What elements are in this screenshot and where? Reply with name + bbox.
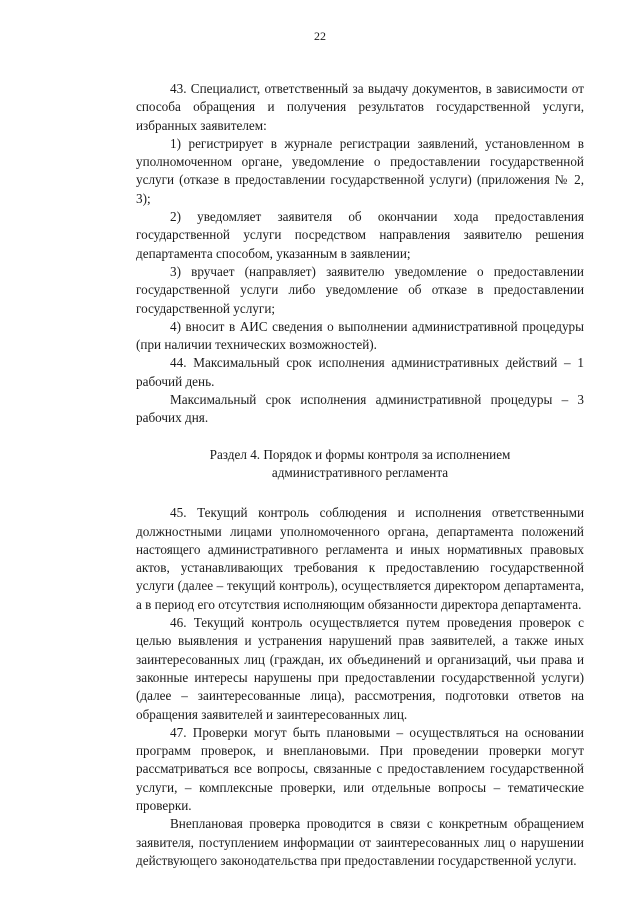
list-item-3: 3) вручает (направляет) заявителю уведомление о предоставлении государственной услуги либо уведомление об отказе в предоставлении государственной услуги;: [136, 263, 584, 316]
paragraph-max-term: Максимальный срок исполнения административной процедуры – 3 рабочих дня.: [136, 392, 584, 426]
paragraph-46: 46. Текущий контроль осуществляется путем проведения проверок с целью выявления и устранения нарушений прав заявителей, а также иных заинтересованных лиц (граждан, их объединений и организаций, чьи права и законные интересы нарушены при предоставлении государственной услуги) (далее – заинтересованные лица), рассмотрения, подготовки ответов на обращения заявителей и заинтересованных лиц.: [136, 615, 584, 722]
section-heading: [136, 446, 584, 483]
list-item-1: 1) регистрирует в журнале регистрации заявлений, установленном в уполномоченном органе, уведомление о предоставлении государственной услуги (отказе в предоставлении государственной услуги) (приложения № 2, 3);: [136, 135, 584, 206]
page-number: 22: [314, 29, 326, 43]
section-heading-line-1: Раздел 4. Порядок и формы контроля за исполнением: [209, 446, 511, 462]
page-content: [136, 80, 584, 870]
list-item-4: 4) вносит в АИС сведения о выполнении административной процедуры (при наличии технических возможностей).: [136, 318, 584, 353]
paragraph-45: 45. Текущий контроль соблюдения и исполнения ответственными должностными лицами уполномоченного органа, департамента положений настоящего административного регламента и иных нормативных правовых актов, устанавливающих требования к предоставлению государственной услуги (далее – текущий контроль), осуществляется директором департамента, а в период его отсутствия исполняющим обязанности директора департамента.: [136, 505, 584, 612]
paragraph-47: 47. Проверки могут быть плановыми – осуществляться на основании программ проверок, и внеплановыми. При проведении проверки могут рассматриваться все вопросы, связанные с предоставлением государственной услуги, – комплексные проверки, или отдельные вопросы – тематические проверки.: [136, 724, 584, 813]
paragraph-44: 44. Максимальный срок исполнения административных действий – 1 рабочий день.: [136, 355, 584, 389]
section-heading-line-2: административного регламента: [271, 464, 449, 480]
list-item-2: 2) уведомляет заявителя об окончании хода предоставления государственной услуги посредством направления заявителю решения департамента способом, указанным в заявлении;: [136, 209, 584, 261]
paragraph-43: 43. Специалист, ответственный за выдачу документов, в зависимости от способа обращения и получения результатов государственной услуги, избранных заявителем:: [136, 81, 584, 133]
paragraph-unscheduled-check: Внеплановая проверка проводится в связи с конкретным обращением заявителя, поступлением информации от заинтересованных лиц о нарушении действующего законодательства при предоставлении государственной услуги.: [136, 816, 584, 868]
